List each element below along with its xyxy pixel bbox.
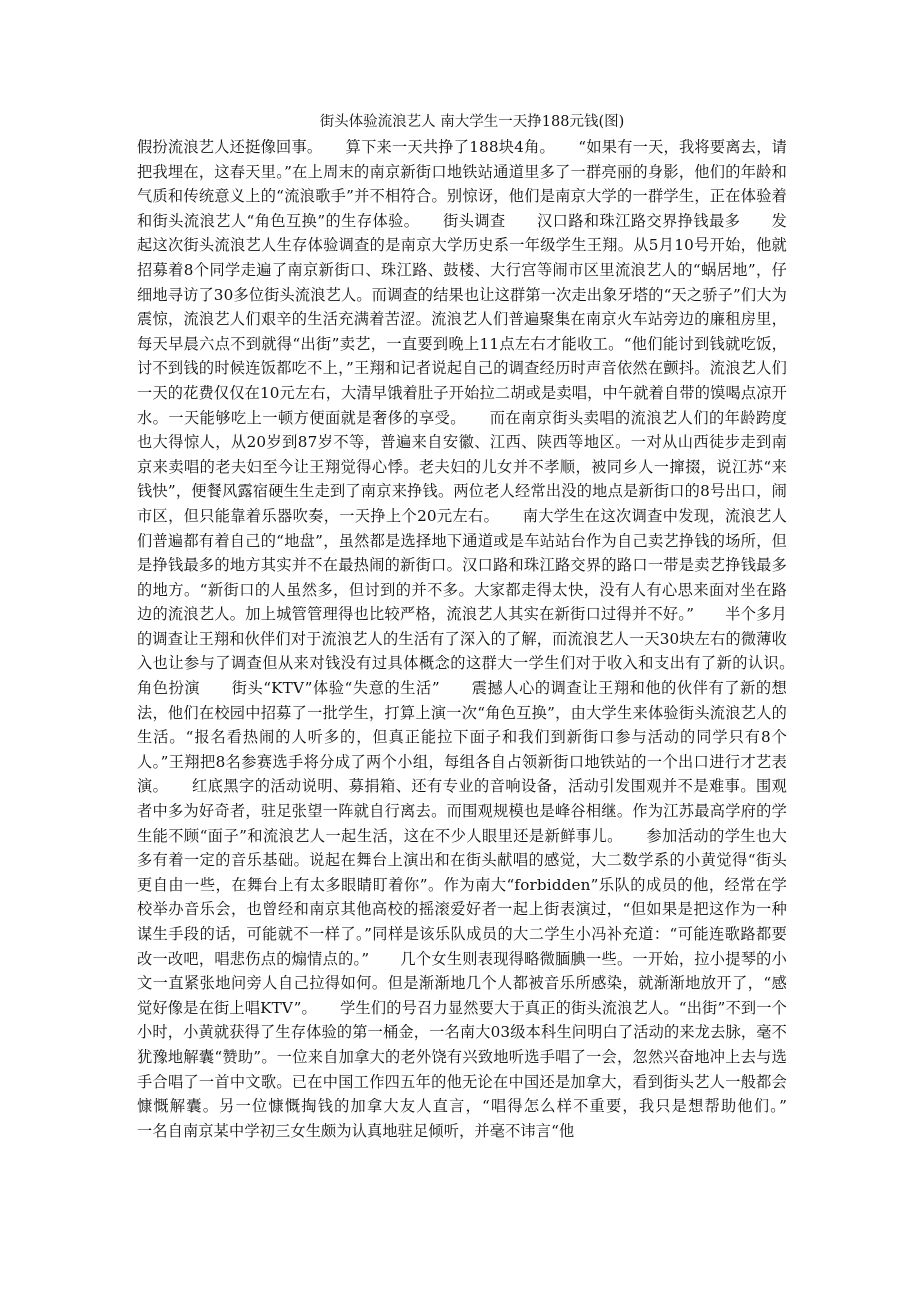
document-title: 街头体验流浪艺人 南大学生一天挣188元钱(图) (319, 114, 625, 130)
document-body: 假扮流浪艺人还挺像回事。 算下来一天共挣了188块4角。 “如果有一天，我将要离去，请把我埋在，这春天里。”在上周末的南京新街口地铁站通道里多了一群亮丽的身影，他们的年龄和气质和传统意义上的“流浪歌手”并不相符合。别惊讶，他们是南京大学的一群学生，正在体验着和街头流浪艺人“角色互换”的生存体验。 街头调查 汉口路和珠江路交界挣钱最多 发起这次街头流浪艺人生存体验调查的是南京大学历史系一年级学生王翔。从5月10号开始，他就招募着8个同学走遍了南京新街口、珠江路、鼓楼、大行宫等闹市区里流浪艺人的“蜗居地”，仔细地寻访了30多位街头流浪艺人。而调查的结果也让这群第一次走出象牙塔的“天之骄子”们大为震惊，流浪艺人们艰辛的生活充满着苦涩。流浪艺人们普遍聚集在南京火车站旁边的廉租房里，每天早晨六点不到就得“出街”卖艺，一直要到晚上11点左右才能收工。“他们能讨到钱就吃饭，讨不到钱的时候连饭都吃不上，”王翔和记者说起自己的调查经历时声音依然在颤抖。流浪艺人们一天的花费仅仅在10元左右，大清早饿着肚子开始拉二胡或是卖唱，中午就着自带的馍喝点凉开水。一天能够吃上一顿方便面就是奢侈的享受。 而在南京街头卖唱的流浪艺人们的年龄跨度也大得惊人，从20岁到87岁不等，普遍来自安徽、江西、陕西等地区。一对从山西徒步走到南京来卖唱的老夫妇至今让王翔觉得心悸。老夫妇的儿女并不孝顺，被同乡人一撺掇，说江苏“来钱快”，便餐风露宿硬生生走到了南京来挣钱。两位老人经常出没的地点是新街口的8号出口，闹市区，但只能靠着乐器吹奏，一天挣上个20元左右。 南大学生在这次调查中发现，流浪艺人们普遍都有着自己的“地盘”，虽然都是选择地下通道或是车站站台作为自己卖艺挣钱的场所，但是挣钱最多的地方其实并不在最热闹的新街口。汉口路和珠江路交界的路口一带是卖艺挣钱最多的地方。“新街口的人虽然多，但讨到的并不多。大家都走得太快，没有人有心思来面对坐在路边的流浪艺人。加上城管管理得也比较严格，流浪艺人其实在新街口过得并不好。” 半个多月的调查让王翔和伙伴们对于流浪艺人的生活有了深入的了解，而流浪艺人一天30块左右的微薄收入也让参与了调查但从来对钱没有过具体概念的这群大一学生们对于收入和支出有了新的认识。 角色扮演 街头“KTV”体验“失意的生活” 震撼人心的调查让王翔和他的伙伴有了新的想法，他们在校园中招募了一批学生，打算上演一次“角色互换”，由大学生来体验街头流浪艺人的生活。“报名看热闹的人听多的，但真正能拉下面子和我们到新街口参与活动的同学只有8个人。”王翔把8名参赛选手将分成了两个小组，每组各自占领新街口地铁站的一个出口进行才艺表演。 红底黑字的活动说明、募捐箱、还有专业的音响设备，活动引发围观并不是难事。围观者中多为好奇者，驻足张望一阵就自行离去。而围观规模也是峰谷相继。作为江苏最高学府的学生能不顾“面子”和流浪艺人一起生活，这在不少人眼里还是新鲜事儿。 参加活动的学生也大多有着一定的音乐基础。说起在舞台上演出和在街头献唱的感觉，大二数学系的小黄觉得“街头更自由一些，在舞台上有太多眼睛盯着你”。作为南大“forbidden”乐队的成员的他，经常在学校举办音乐会，也曾经和南京其他高校的摇滚爱好者一起上街表演过，“但如果是把这作为一种谋生手段的话，可能就不一样了。”同样是该乐队成员的大二学生小冯补充道：“可能连歌路都要改一改吧，唱悲伤点的煽情点的。” 几个女生则表现得略微腼腆一些。一开始，拉小提琴的小文一直紧张地问旁人自己拉得如何。但是渐渐地几个人都被音乐所感染，就渐渐地放开了，“感觉好像是在街上唱KTV”。 学生们的号召力显然要大于真正的街头流浪艺人。“出街”不到一个小时，小黄就获得了生存体验的第一桶金，一名南大03级本科生问明白了活动的来龙去脉，毫不犹豫地解囊“赞助”。一位来自加拿大的老外饶有兴致地听选手唱了一会，忽然兴奋地冲上去与选手合唱了一首中文歌。已在中国工作四五年的他无论在中国还是加拿大，看到街头艺人一般都会慷慨解囊。另一位慷慨掏钱的加拿大友人直言，“唱得怎么样不重要，我只是想帮助他们。” 一名自南京某中学初三女生颇为认真地驻足倾听，并毫不讳言“他 (137, 138, 818, 1140)
document-page (137, 112, 818, 1143)
